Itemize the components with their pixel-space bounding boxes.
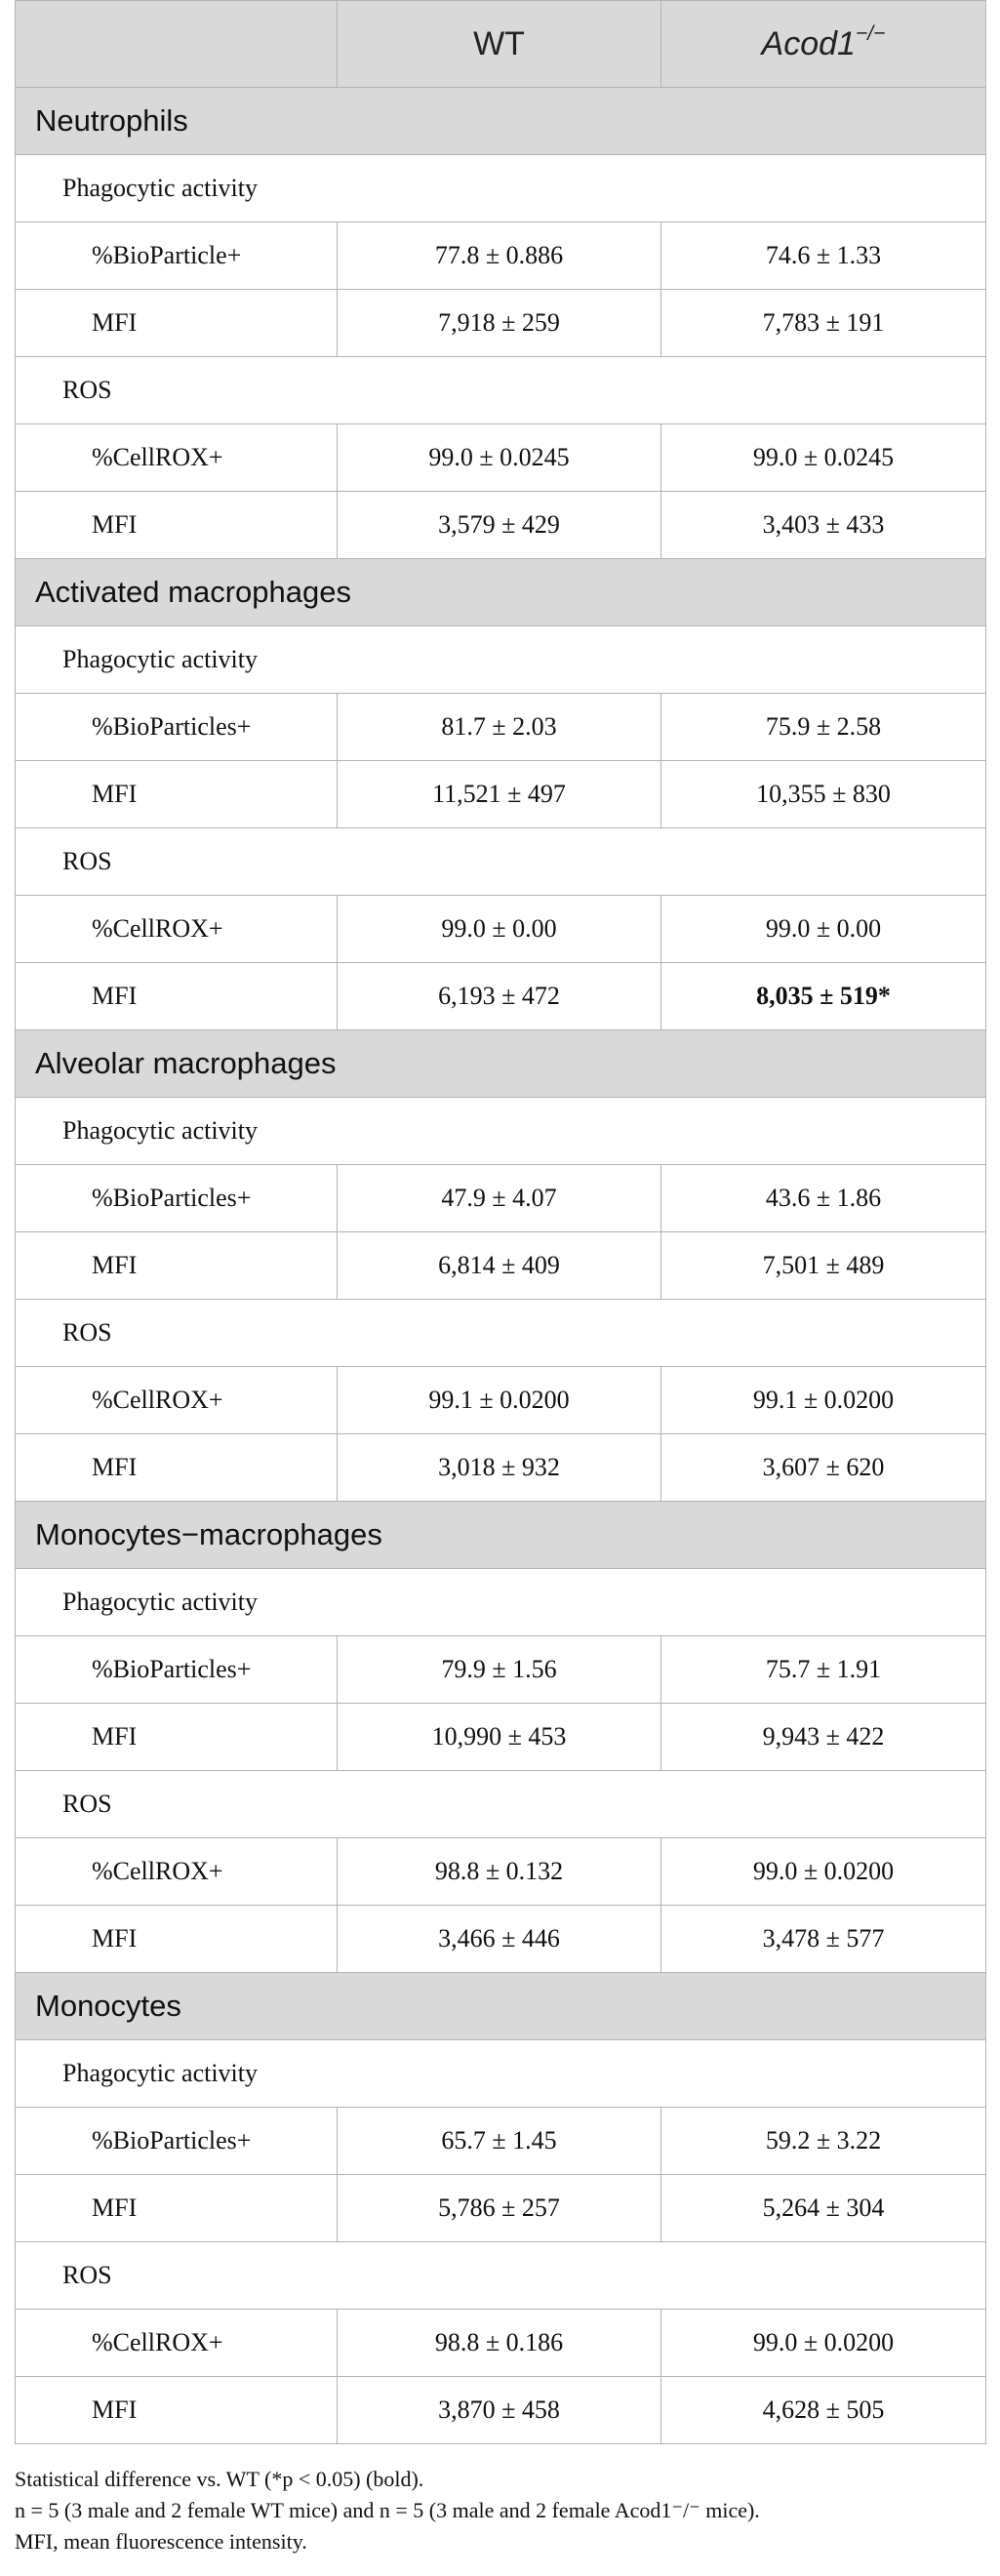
group-row [16,357,986,424]
acod1-value: 43.6 ± 1.86 [661,1165,986,1232]
group-title: Phagocytic activity [16,626,986,694]
table-row [16,2108,986,2175]
table-row [16,1704,986,1771]
acod1-value: 99.0 ± 0.0200 [661,1838,986,1906]
table-row [16,290,986,357]
table-row [16,761,986,828]
table-row [16,222,986,290]
group-row [16,2242,986,2310]
table-row [16,1434,986,1502]
table-row [16,2175,986,2242]
acod1-value: 99.0 ± 0.0245 [661,424,986,492]
acod1-value: 3,607 ± 620 [661,1434,986,1502]
wt-value: 6,193 ± 472 [338,963,661,1030]
section-title: Activated macrophages [16,559,986,626]
section-row [16,88,986,155]
header-wt: WT [338,1,661,88]
group-row [16,1098,986,1165]
header-acod1-sup: −/− [855,21,886,45]
wt-value: 3,579 ± 429 [338,492,661,559]
table-row [16,492,986,559]
wt-value: 99.0 ± 0.0245 [338,424,661,492]
section-row [16,1502,986,1569]
table-row [16,694,986,761]
row-label: MFI [16,1232,338,1300]
group-row [16,1569,986,1636]
table-row [16,1165,986,1232]
section-row [16,559,986,626]
group-title: ROS [16,1300,986,1367]
acod1-value: 7,501 ± 489 [661,1232,986,1300]
table-row [16,1906,986,1973]
acod1-value: 10,355 ± 830 [661,761,986,828]
table-row [16,1636,986,1704]
table-body [16,88,986,2444]
wt-value: 10,990 ± 453 [338,1704,661,1771]
wt-value: 98.8 ± 0.132 [338,1838,661,1906]
acod1-value: 75.7 ± 1.91 [661,1636,986,1704]
row-label: %CellROX+ [16,1838,338,1906]
section-title: Monocytes [16,1973,986,2040]
group-title: ROS [16,1771,986,1838]
results-table [15,0,986,2444]
wt-value: 77.8 ± 0.886 [338,222,661,290]
wt-value: 47.9 ± 4.07 [338,1165,661,1232]
row-label: MFI [16,492,338,559]
group-title: Phagocytic activity [16,2040,986,2108]
row-label: %CellROX+ [16,896,338,963]
header-blank-cell [16,1,338,88]
header-acod1-base: Acod1 [761,24,856,62]
acod1-value: 74.6 ± 1.33 [661,222,986,290]
wt-value: 81.7 ± 2.03 [338,694,661,761]
footnote-sample-size: n = 5 (3 male and 2 female WT mice) and n = 5 (3 male and 2 female Acod1⁻/⁻ mice). [15,2498,760,2522]
table-row [16,896,986,963]
row-label: %BioParticle+ [16,222,338,290]
group-title: Phagocytic activity [16,155,986,222]
group-row [16,2040,986,2108]
acod1-value: 99.1 ± 0.0200 [661,1367,986,1434]
group-title: ROS [16,2242,986,2310]
group-row [16,1300,986,1367]
section-title: Alveolar macrophages [16,1030,986,1098]
group-title: ROS [16,357,986,424]
row-label: MFI [16,290,338,357]
acod1-value: 75.9 ± 2.58 [661,694,986,761]
row-label: MFI [16,2175,338,2242]
row-label: MFI [16,2377,338,2444]
header-acod1 [661,1,986,88]
acod1-value: 99.0 ± 0.0200 [661,2310,986,2377]
row-label: %CellROX+ [16,424,338,492]
footnote-abbreviation: MFI, mean fluorescence intensity. [15,2529,307,2554]
wt-value: 79.9 ± 1.56 [338,1636,661,1704]
results-table-container [15,0,985,2444]
acod1-value: 3,478 ± 577 [661,1906,986,1973]
acod1-value: 4,628 ± 505 [661,2377,986,2444]
table-row [16,1838,986,1906]
footnotes [15,2464,985,2557]
acod1-value: 7,783 ± 191 [661,290,986,357]
wt-value: 65.7 ± 1.45 [338,2108,661,2175]
wt-value: 99.0 ± 0.00 [338,896,661,963]
row-label: %CellROX+ [16,2310,338,2377]
section-row [16,1973,986,2040]
wt-value: 7,918 ± 259 [338,290,661,357]
wt-value: 11,521 ± 497 [338,761,661,828]
table-row [16,424,986,492]
wt-value: 3,466 ± 446 [338,1906,661,1973]
acod1-value: 9,943 ± 422 [661,1704,986,1771]
acod1-value: 3,403 ± 433 [661,492,986,559]
row-label: %BioParticles+ [16,1636,338,1704]
group-row [16,1771,986,1838]
acod1-value: 59.2 ± 3.22 [661,2108,986,2175]
group-title: Phagocytic activity [16,1098,986,1165]
acod1-value: 8,035 ± 519* [661,963,986,1030]
group-title: Phagocytic activity [16,1569,986,1636]
section-title: Monocytes−macrophages [16,1502,986,1569]
table-row [16,1367,986,1434]
wt-value: 3,870 ± 458 [338,2377,661,2444]
wt-value: 6,814 ± 409 [338,1232,661,1300]
group-row [16,626,986,694]
row-label: MFI [16,1704,338,1771]
table-row [16,1232,986,1300]
acod1-value: 5,264 ± 304 [661,2175,986,2242]
row-label: MFI [16,963,338,1030]
row-label: MFI [16,1434,338,1502]
footnote-significance: Statistical difference vs. WT (*p < 0.05) (bold). [15,2467,424,2491]
row-label: MFI [16,761,338,828]
acod1-value: 99.0 ± 0.00 [661,896,986,963]
row-label: %CellROX+ [16,1367,338,1434]
table-header-row [16,1,986,88]
section-row [16,1030,986,1098]
row-label: %BioParticles+ [16,2108,338,2175]
group-title: ROS [16,828,986,896]
table-row [16,963,986,1030]
table-row [16,2310,986,2377]
table-row [16,2377,986,2444]
section-title: Neutrophils [16,88,986,155]
row-label: %BioParticles+ [16,694,338,761]
wt-value: 99.1 ± 0.0200 [338,1367,661,1434]
wt-value: 3,018 ± 932 [338,1434,661,1502]
wt-value: 5,786 ± 257 [338,2175,661,2242]
group-row [16,155,986,222]
row-label: %BioParticles+ [16,1165,338,1232]
group-row [16,828,986,896]
row-label: MFI [16,1906,338,1973]
wt-value: 98.8 ± 0.186 [338,2310,661,2377]
